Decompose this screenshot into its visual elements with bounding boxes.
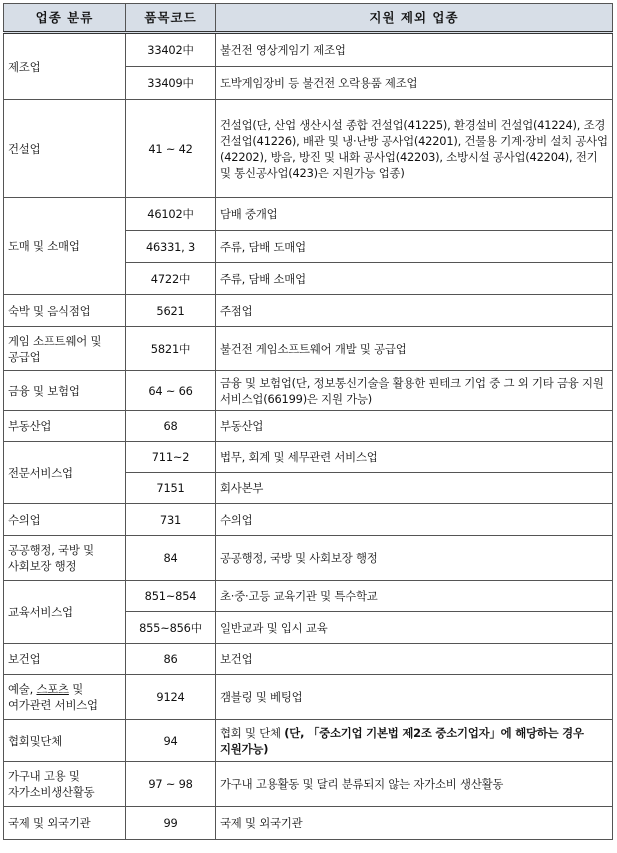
- description-cell: 불건전 영상게임기 제조업: [216, 33, 613, 67]
- description-cell: 공공행정, 국방 및 사회보장 행정: [216, 536, 613, 581]
- description-cell: 담배 중개업: [216, 198, 613, 231]
- category-cell: 숙박 및 음식점업: [4, 295, 126, 327]
- description-cell: 불건전 게임소프트웨어 개발 및 공급업: [216, 327, 613, 371]
- code-cell: 86: [126, 644, 216, 675]
- code-cell: 7151: [126, 473, 216, 504]
- category-text-post: 및 여가관련 서비스업: [8, 682, 98, 712]
- description-cell: [216, 720, 613, 762]
- table-row: [4, 581, 613, 612]
- code-cell: 711~2: [126, 442, 216, 473]
- code-cell: 5821中: [126, 327, 216, 371]
- description-cell: 보건업: [216, 644, 613, 675]
- table-row: [4, 720, 613, 762]
- category-cell: [4, 675, 126, 720]
- description-cell: 회사본부: [216, 473, 613, 504]
- code-cell: 64 ~ 66: [126, 371, 216, 411]
- code-cell: 94: [126, 720, 216, 762]
- table-row: [4, 198, 613, 231]
- code-cell: 9124: [126, 675, 216, 720]
- header-category: 업종 분류: [4, 4, 126, 33]
- table-row: [4, 675, 613, 720]
- description-cell: 도박게임장비 등 불건전 오락용품 제조업: [216, 67, 613, 100]
- category-cell: 금융 및 보험업: [4, 371, 126, 411]
- table-row: [4, 536, 613, 581]
- code-cell: 99: [126, 807, 216, 840]
- table-row: [4, 371, 613, 411]
- description-cell: 건설업(단, 산업 생산시설 종합 건설업(41225), 환경설비 건설업(41224), 조경 건설업(41226), 배관 및 냉·난방 공사업(42201), 건물용 기계·장비 설치 공사업(42202), 방음, 방진 및 내화 공사업(42203), 소방시설 공사업(42204), 전기 및 통신공사업(423)은 지원가능 업종): [216, 100, 613, 198]
- description-cell: 가구내 고용활동 및 달리 분류되지 않는 자가소비 생산활동: [216, 762, 613, 807]
- table-row: [4, 411, 613, 442]
- table-row: [4, 327, 613, 371]
- table-row: [4, 762, 613, 807]
- table-row: [4, 33, 613, 67]
- excluded-industries-table: [3, 3, 613, 840]
- description-lead-text: 협회 및 단체: [220, 725, 285, 740]
- description-cell: 부동산업: [216, 411, 613, 442]
- header-row: [4, 4, 613, 33]
- description-cell: 국제 및 외국기관: [216, 807, 613, 840]
- category-cell: 교육서비스업: [4, 581, 126, 644]
- table-row: [4, 807, 613, 840]
- description-cell: 주류, 담배 소매업: [216, 263, 613, 295]
- table-row: [4, 644, 613, 675]
- category-cell: 보건업: [4, 644, 126, 675]
- table-row: [4, 442, 613, 473]
- code-cell: 4722中: [126, 263, 216, 295]
- code-cell: 855~856中: [126, 612, 216, 644]
- description-bold-text: (단, 「중소기업 기본법 제2조 중소기업자」에 해당하는 경우 지원가능): [220, 725, 584, 756]
- category-cell: 전문서비스업: [4, 442, 126, 504]
- description-cell: 주점업: [216, 295, 613, 327]
- description-cell: 법무, 회계 및 세무관련 서비스업: [216, 442, 613, 473]
- table-row: [4, 295, 613, 327]
- category-cell: 도매 및 소매업: [4, 198, 126, 295]
- category-text-underlined: 스포츠: [36, 682, 69, 696]
- code-cell: 33402中: [126, 33, 216, 67]
- table-row: [4, 100, 613, 198]
- category-cell: 제조업: [4, 33, 126, 100]
- category-cell: 국제 및 외국기관: [4, 807, 126, 840]
- category-cell: 게임 소프트웨어 및 공급업: [4, 327, 126, 371]
- code-cell: 68: [126, 411, 216, 442]
- table-row: [4, 504, 613, 536]
- category-cell: 부동산업: [4, 411, 126, 442]
- category-cell: 공공행정, 국방 및 사회보장 행정: [4, 536, 126, 581]
- header-code: 품목코드: [126, 4, 216, 33]
- code-cell: 851~854: [126, 581, 216, 612]
- description-cell: 초·중·고등 교육기관 및 특수학교: [216, 581, 613, 612]
- code-cell: 97 ~ 98: [126, 762, 216, 807]
- category-cell: 수의업: [4, 504, 126, 536]
- code-cell: 5621: [126, 295, 216, 327]
- category-cell: 가구내 고용 및 자가소비생산활동: [4, 762, 126, 807]
- category-text-pre: 예술,: [8, 682, 37, 696]
- code-cell: 84: [126, 536, 216, 581]
- description-cell: 일반교과 및 입시 교육: [216, 612, 613, 644]
- description-cell: 갬블링 및 베팅업: [216, 675, 613, 720]
- code-cell: 41 ~ 42: [126, 100, 216, 198]
- category-cell: 건설업: [4, 100, 126, 198]
- header-excluded: 지원 제외 업종: [216, 4, 613, 33]
- code-cell: 46331, 3: [126, 231, 216, 263]
- code-cell: 33409中: [126, 67, 216, 100]
- code-cell: 46102中: [126, 198, 216, 231]
- description-cell: 수의업: [216, 504, 613, 536]
- description-cell: 금융 및 보험업(단, 정보통신기술을 활용한 핀테크 기업 중 그 외 기타 금융 지원 서비스업(66199)은 지원 가능): [216, 371, 613, 411]
- code-cell: 731: [126, 504, 216, 536]
- category-cell: 협회및단체: [4, 720, 126, 762]
- description-cell: 주류, 담배 도매업: [216, 231, 613, 263]
